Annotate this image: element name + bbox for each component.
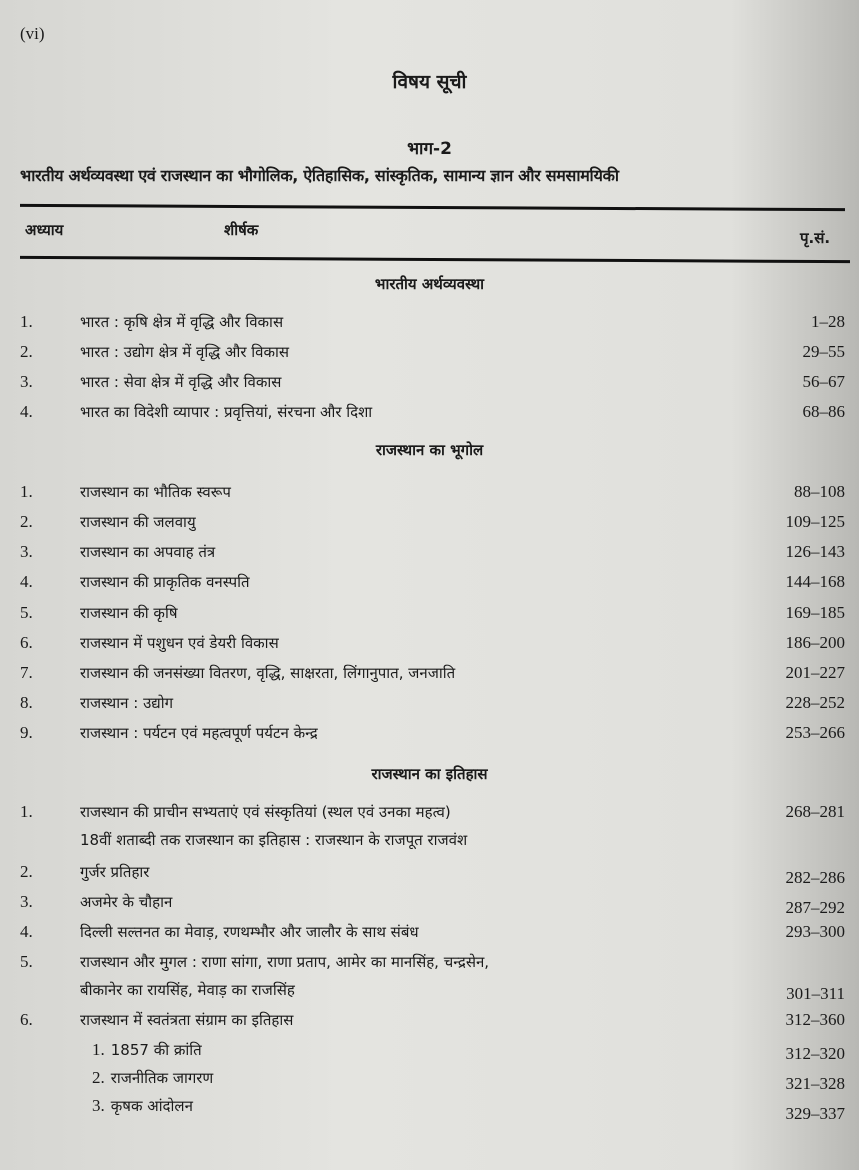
chapter-title: राजस्थान की प्राकृतिक वनस्पति — [80, 573, 250, 591]
page-range: 109–125 — [785, 512, 845, 531]
chapter-title: भारत : कृषि क्षेत्र में वृद्धि और विकास — [80, 313, 284, 331]
subchapter-number: 1. — [92, 1040, 105, 1059]
chapter-title: राजस्थान में पशुधन एवं डेयरी विकास — [80, 634, 279, 652]
header-rule-top — [20, 204, 845, 211]
page-title: विषय सूची — [392, 71, 467, 93]
toc-row[interactable] — [20, 663, 845, 687]
chapter-number: 8. — [20, 693, 33, 712]
chapter-number: 4. — [20, 572, 33, 591]
toc-row[interactable] — [20, 572, 845, 596]
column-header-pages: पृ.सं. — [800, 229, 831, 247]
chapter-number: 2. — [20, 862, 33, 881]
toc-subrow[interactable] — [20, 1040, 845, 1064]
toc-row[interactable] — [20, 312, 845, 336]
chapter-number: 2. — [20, 512, 33, 531]
part-label: भाग-2 — [407, 139, 452, 159]
toc-row[interactable] — [20, 693, 845, 717]
chapter-title: अजमेर के चौहान — [80, 893, 173, 911]
page-range: 186–200 — [785, 633, 845, 652]
page-range: 169–185 — [785, 603, 845, 622]
toc-row[interactable] — [20, 603, 845, 627]
chapter-number: 9. — [20, 723, 33, 742]
page-range: 201–227 — [785, 663, 845, 682]
chapter-number: 3. — [20, 892, 33, 911]
page-number: (vi) — [20, 24, 45, 43]
column-header-chapter: अध्याय — [25, 221, 64, 239]
chapter-number: 1. — [20, 802, 33, 821]
page-range: 301–311 — [786, 984, 845, 1003]
subchapter-number: 3. — [92, 1096, 105, 1115]
chapter-title: गुर्जर प्रतिहार — [80, 863, 150, 881]
page-range: 29–55 — [802, 342, 845, 361]
chapter-number: 2. — [20, 342, 33, 361]
section-heading-indian-economy: भारतीय अर्थव्यवस्था — [374, 275, 485, 293]
header-rule-bottom — [20, 256, 850, 263]
page-range: 282–286 — [785, 868, 845, 887]
subchapter-title: कृषक आंदोलन — [110, 1097, 193, 1115]
chapter-title: दिल्ली सल्तनत का मेवाड़, रणथम्भौर और जालौर के साथ संबंध — [80, 923, 419, 941]
page-range: 287–292 — [785, 898, 845, 917]
chapter-number: 4. — [20, 922, 33, 941]
page-range: 293–300 — [785, 922, 845, 941]
section-heading-rajasthan-geography: राजस्थान का भूगोल — [375, 441, 484, 459]
section-heading-rajasthan-history: राजस्थान का इतिहास — [371, 765, 488, 783]
toc-row[interactable] — [20, 980, 845, 1004]
chapter-number: 5. — [20, 603, 33, 622]
chapter-number: 1. — [20, 312, 33, 331]
page-range: 56–67 — [802, 372, 845, 391]
page-range: 312–360 — [785, 1010, 845, 1029]
page-range: 1–28 — [811, 312, 845, 331]
toc-row[interactable] — [20, 512, 845, 536]
toc-row[interactable] — [20, 342, 845, 366]
toc-subrow[interactable] — [20, 1068, 845, 1092]
toc-row[interactable] — [20, 542, 845, 566]
chapter-number: 4. — [20, 402, 33, 421]
toc-subrow[interactable] — [20, 1096, 845, 1123]
chapter-title: भारत का विदेशी व्यापार : प्रवृत्तियां, संरचना और दिशा — [80, 403, 373, 421]
toc-row[interactable] — [20, 862, 845, 886]
chapter-number: 3. — [20, 372, 33, 391]
toc-row[interactable] — [20, 482, 845, 506]
chapter-number: 7. — [20, 663, 33, 682]
page-range: 268–281 — [785, 802, 845, 821]
page-range: 126–143 — [785, 542, 845, 561]
chapter-title: राजस्थान और मुगल : राणा सांगा, राणा प्रताप, आमेर का मानसिंह, चन्द्रसेन, — [80, 953, 490, 971]
page-range: 68–86 — [802, 402, 845, 421]
page-range: 144–168 — [785, 572, 845, 591]
toc-row[interactable] — [20, 402, 845, 426]
subchapter-title: 1857 की क्रांति — [110, 1041, 202, 1059]
toc-row[interactable] — [20, 372, 845, 396]
subchapter-number: 2. — [92, 1068, 105, 1087]
chapter-title: राजस्थान की प्राचीन सभ्यताएं एवं संस्कृतियां (स्थल एवं उनका महत्व) — [80, 803, 451, 821]
chapter-subheading: 18वीं शताब्दी तक राजस्थान का इतिहास : राजस्थान के राजपूत राजवंश — [80, 831, 468, 849]
chapter-title: राजस्थान का भौतिक स्वरूप — [80, 483, 231, 501]
chapter-title: राजस्थान : पर्यटन एवं महत्वपूर्ण पर्यटन केन्द्र — [80, 724, 318, 742]
toc-row[interactable] — [20, 892, 845, 916]
chapter-title: भारत : उद्योग क्षेत्र में वृद्धि और विकास — [80, 343, 290, 361]
toc-row[interactable] — [20, 723, 845, 747]
chapter-number: 3. — [20, 542, 33, 561]
chapter-number: 1. — [20, 482, 33, 501]
chapter-title: राजस्थान की जलवायु — [80, 513, 196, 531]
page-range: 329–337 — [785, 1104, 845, 1123]
toc-row[interactable] — [20, 802, 845, 826]
chapter-number: 5. — [20, 952, 33, 971]
chapter-number: 6. — [20, 633, 33, 652]
page-range: 88–108 — [794, 482, 845, 501]
chapter-title: राजस्थान की जनसंख्या वितरण, वृद्धि, साक्षरता, लिंगानुपात, जनजाति — [80, 664, 456, 682]
toc-row[interactable] — [20, 922, 845, 946]
subchapter-title: राजनीतिक जागरण — [110, 1069, 214, 1087]
chapter-title-continued: बीकानेर का रायसिंह, मेवाड़ का राजसिंह — [80, 981, 295, 999]
toc-row[interactable] — [20, 952, 845, 976]
chapter-number: 6. — [20, 1010, 33, 1029]
page-range: 312–320 — [785, 1044, 845, 1063]
chapter-title: राजस्थान में स्वतंत्रता संग्राम का इतिहास — [80, 1011, 294, 1029]
chapter-title: भारत : सेवा क्षेत्र में वृद्धि और विकास — [80, 373, 282, 391]
chapter-title: राजस्थान की कृषि — [80, 604, 178, 622]
toc-row[interactable] — [20, 633, 845, 657]
toc-row[interactable] — [20, 830, 845, 854]
chapter-title: राजस्थान का अपवाह तंत्र — [80, 543, 216, 561]
part-subtitle: भारतीय अर्थव्यवस्था एवं राजस्थान का भौगोलिक, ऐतिहासिक, सांस्कृतिक, सामान्य ज्ञान और समसामयिकी — [20, 166, 619, 185]
toc-row[interactable] — [20, 1010, 845, 1034]
column-header-title: शीर्षक — [224, 221, 259, 239]
chapter-title: राजस्थान : उद्योग — [80, 694, 174, 712]
page-range: 228–252 — [785, 693, 845, 712]
page-range: 321–328 — [785, 1074, 845, 1093]
page-range: 253–266 — [785, 723, 845, 742]
